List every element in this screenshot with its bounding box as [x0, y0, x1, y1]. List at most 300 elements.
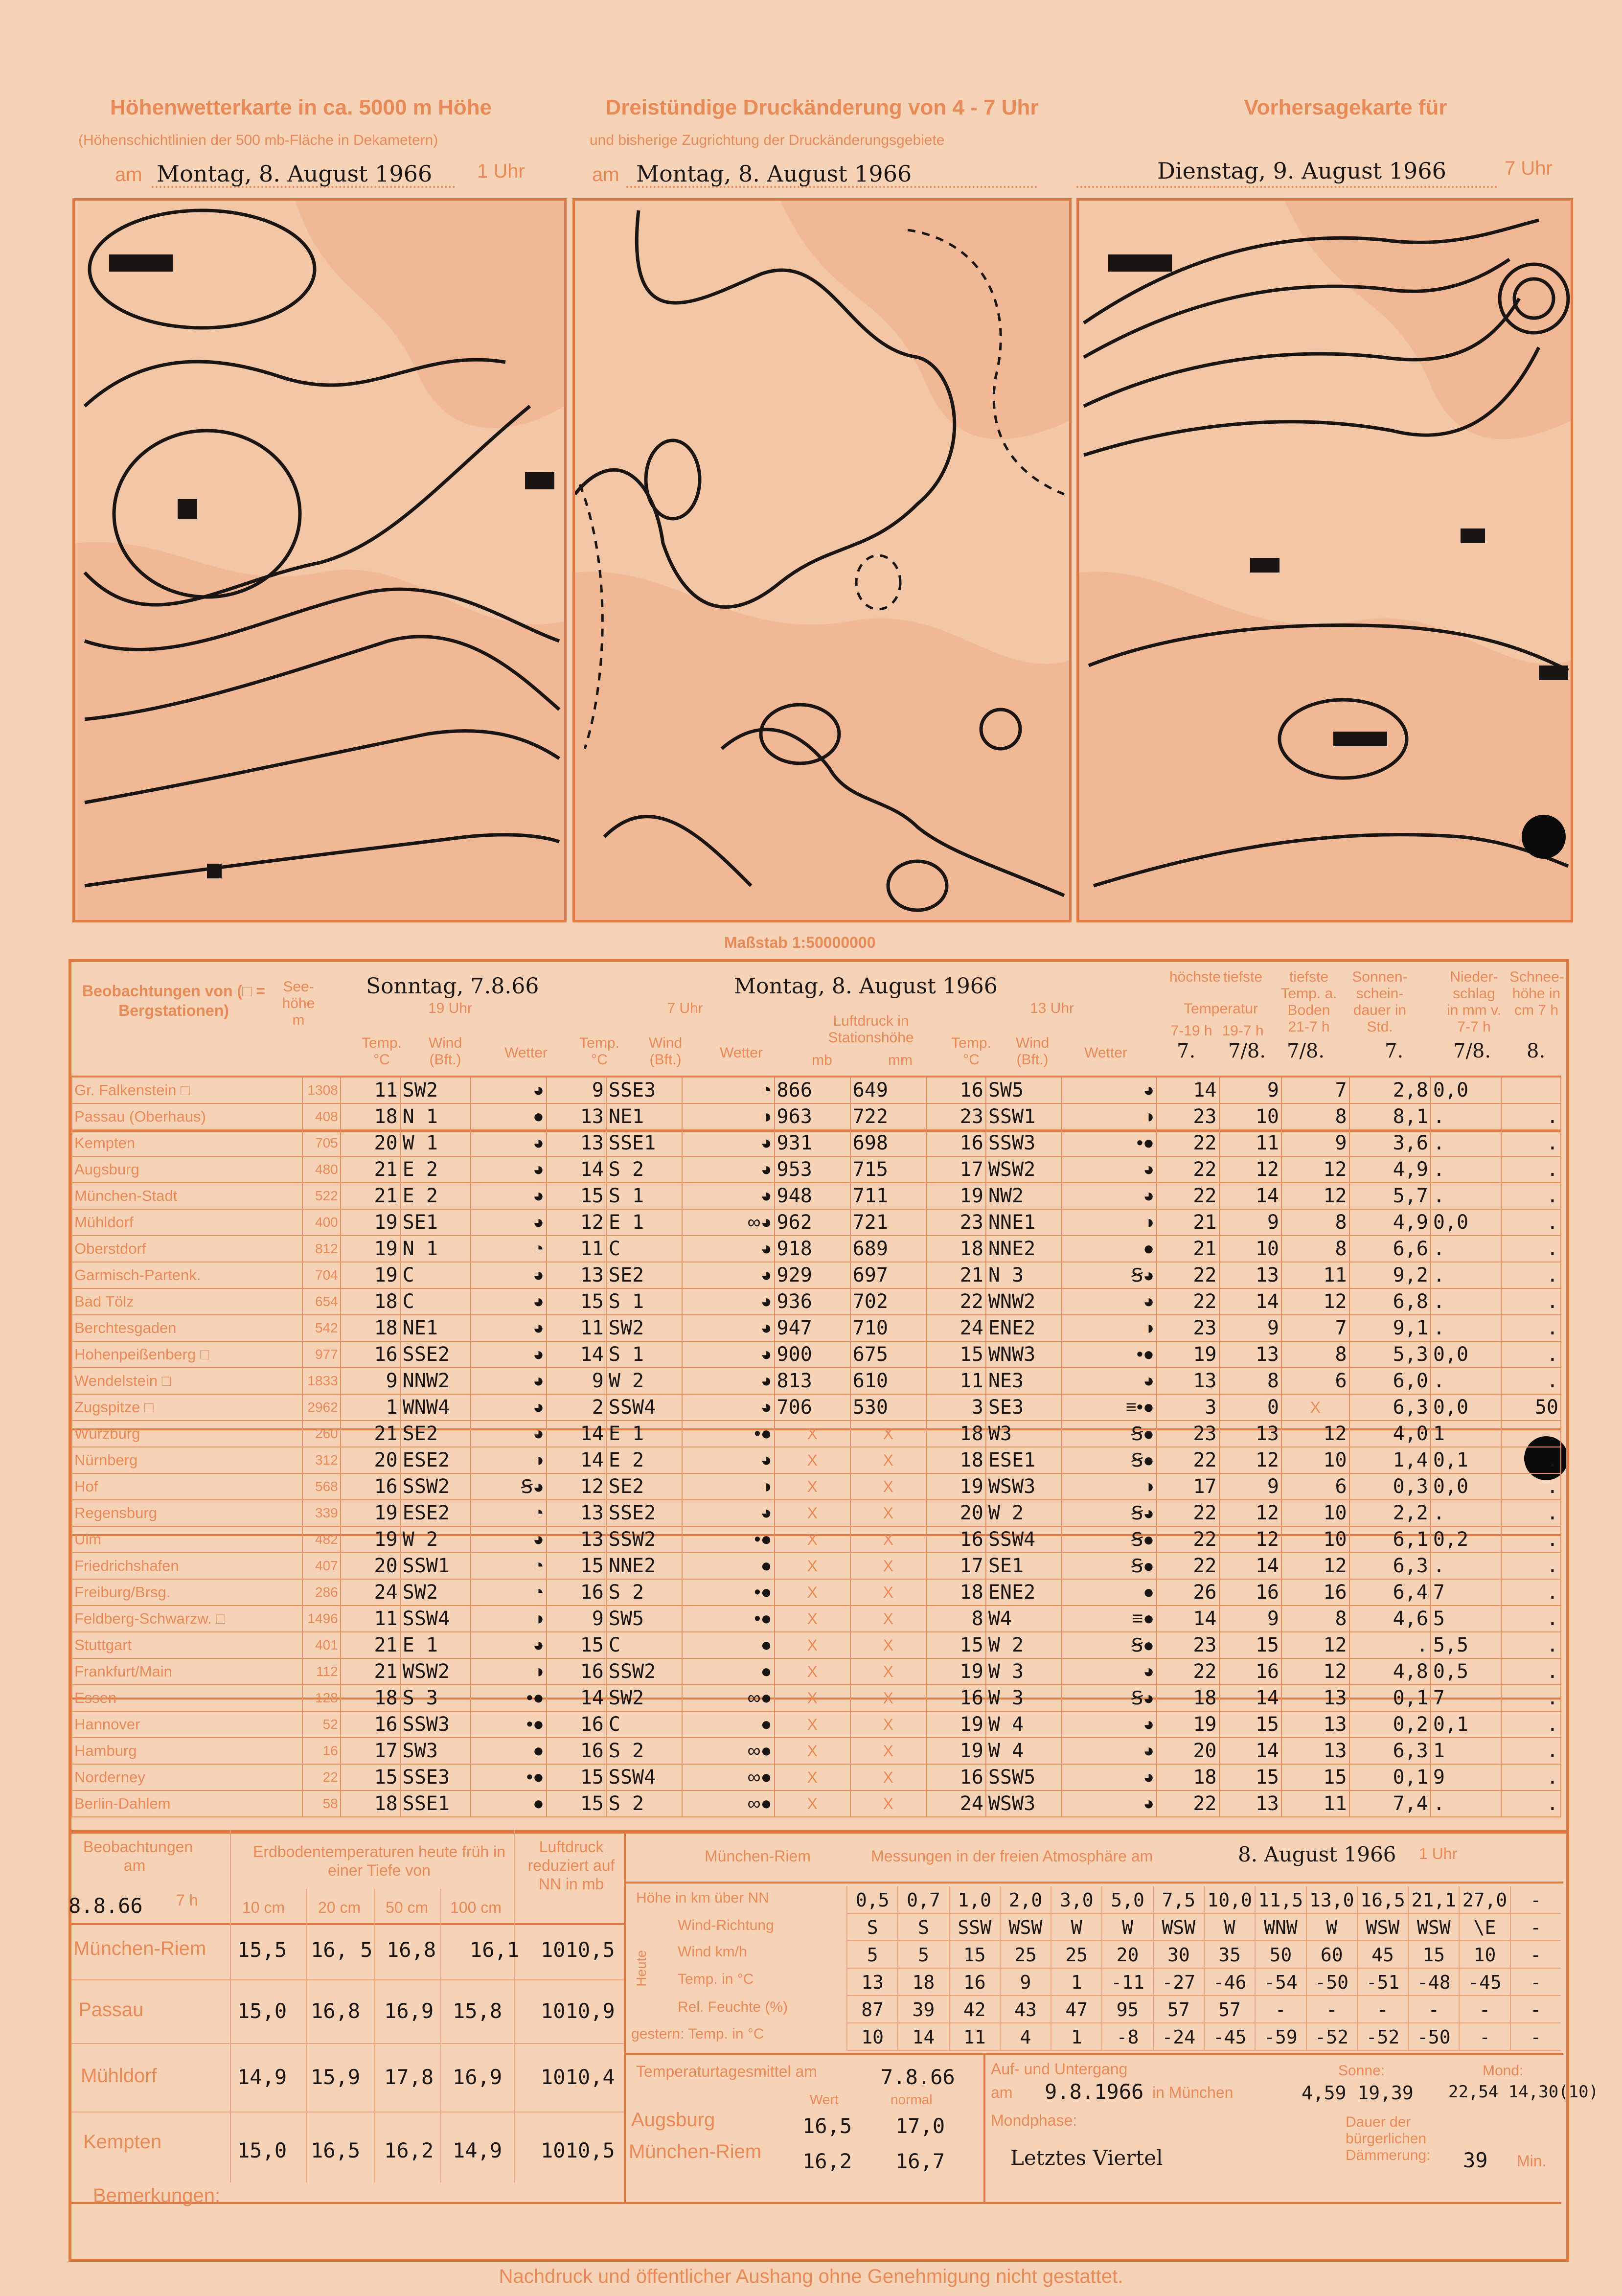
aloft-cell-temp: -: [1510, 1969, 1561, 1996]
station-name: Hannover: [72, 1711, 302, 1738]
station-t7: 13: [547, 1262, 606, 1288]
station-wx7: ∞●: [682, 1738, 774, 1764]
wetter13-header: Wetter: [1084, 1045, 1127, 1061]
aloft-cell-temp: 18: [897, 1969, 948, 1996]
station-t19: 21: [341, 1632, 400, 1658]
aloft-cell-feuchte: 42: [949, 1996, 1000, 2023]
station-rr: .: [1431, 1553, 1501, 1579]
station-mb: 962: [775, 1209, 850, 1236]
station-t13: 19: [926, 1658, 986, 1685]
station-sun: 6,4: [1349, 1579, 1431, 1606]
station-mm: 722: [850, 1103, 926, 1130]
station-mb: X: [775, 1606, 850, 1632]
station-w13: W 3: [986, 1685, 1062, 1711]
station-t13: 23: [926, 1209, 986, 1236]
station-row: [72, 1632, 1561, 1658]
station-tmin: 15: [1219, 1711, 1281, 1738]
station-w7: W 2: [606, 1368, 682, 1394]
station-tb: 6: [1281, 1368, 1349, 1394]
station-w13: SE3: [986, 1394, 1062, 1421]
station-name: Ulm: [72, 1526, 302, 1553]
soil-col-0: [230, 1830, 231, 2182]
station-mm: X: [850, 1526, 926, 1553]
station-wx19: ◑: [471, 1658, 547, 1685]
station-tb: 8: [1281, 1606, 1349, 1632]
station-rr: 7: [1431, 1685, 1501, 1711]
station-t19: 11: [341, 1606, 400, 1632]
station-tmax: 22: [1157, 1183, 1219, 1209]
station-wx7: ◕: [682, 1262, 774, 1288]
temperatur-header: Temperatur: [1184, 1001, 1258, 1017]
station-mm: X: [850, 1738, 926, 1764]
station-tmax: 19: [1157, 1341, 1219, 1368]
aloft-cell-gestern: 11: [949, 2023, 1000, 2051]
station-row: [72, 1394, 1561, 1421]
upper-air-map-svg: [75, 201, 564, 920]
niederschlag-header: Nieder- schlag in mm v. 7-7 h: [1446, 969, 1502, 1035]
station-name: Augsburg: [72, 1156, 302, 1183]
station-wx13: Ꞩ●: [1062, 1526, 1157, 1553]
station-wx19: ◕: [471, 1632, 547, 1658]
station-mb: 953: [775, 1156, 850, 1183]
station-wx19: ◕: [471, 1394, 547, 1421]
aloft-cell-wind: 20: [1101, 1941, 1152, 1969]
station-t13: 3: [926, 1394, 986, 1421]
aloft-cell-feuchte: -: [1255, 1996, 1305, 2023]
station-w7: S 2: [606, 1791, 682, 1817]
station-wx19: ◔: [471, 1553, 547, 1579]
station-t7: 14: [547, 1685, 606, 1711]
station-row: [72, 1685, 1561, 1711]
station-t7: 14: [547, 1341, 606, 1368]
station-w13: NE3: [986, 1368, 1062, 1394]
station-name: Bad Tölz: [72, 1288, 302, 1315]
station-row: [72, 1262, 1561, 1288]
aloft-cell-dir: W: [1051, 1914, 1101, 1941]
station-t7: 9: [547, 1368, 606, 1394]
aloft-station: München-Riem: [705, 1847, 811, 1865]
station-sun: 0,1: [1349, 1764, 1431, 1791]
station-wx19: ◕: [471, 1368, 547, 1394]
station-w19: SSW4: [400, 1606, 471, 1632]
aloft-cell-dir: S: [897, 1914, 948, 1941]
station-wx13: Ꞩ◕: [1062, 1262, 1157, 1288]
station-name: Oberstdorf: [72, 1236, 302, 1262]
station-sn: .: [1501, 1685, 1561, 1711]
station-name: Frankfurt/Main: [72, 1658, 302, 1685]
aloft-cell-heights: 3,0: [1051, 1886, 1101, 1914]
station-name: Nürnberg: [72, 1447, 302, 1473]
station-wx7: ∞●: [682, 1791, 774, 1817]
station-name: Stuttgart: [72, 1632, 302, 1658]
station-t13: 16: [926, 1685, 986, 1711]
station-w19: SSW1: [400, 1553, 471, 1579]
aloft-cell-dir: \E: [1459, 1914, 1509, 1941]
aloft-cell-gestern: 1: [1051, 2023, 1101, 2051]
station-mm: X: [850, 1764, 926, 1791]
station-wx19: ◑: [471, 1447, 547, 1473]
station-t19: 21: [341, 1156, 400, 1183]
station-row: [72, 1658, 1561, 1685]
aloft-cell-feuchte: -: [1459, 1996, 1509, 2023]
station-h: 400: [302, 1209, 341, 1236]
station-name: Zugspitze □: [72, 1394, 302, 1421]
aloft-cell-feuchte: -: [1306, 1996, 1357, 2023]
station-w13: WNW3: [986, 1341, 1062, 1368]
aloft-cell-feuchte: 39: [897, 1996, 948, 2023]
tiefste-header: tiefste: [1223, 969, 1263, 985]
tagesmittel-wert-value: 16,2: [802, 2149, 852, 2173]
mondphase-label: Mondphase:: [991, 2112, 1077, 2129]
tagesmittel-normal-value: 16,7: [895, 2149, 945, 2173]
station-tb: 10: [1281, 1526, 1349, 1553]
col-seehoehe-header: See- höhe m: [282, 979, 315, 1028]
station-wx19: ◔: [471, 1579, 547, 1606]
wind13-header: Wind (Bft.): [1015, 1035, 1050, 1068]
station-wx13: ◕: [1062, 1658, 1157, 1685]
station-name: Freiburg/Brsg.: [72, 1579, 302, 1606]
col-station-header: Beobachtungen von (□ = Bergstationen): [82, 982, 265, 1019]
station-mm: X: [850, 1421, 926, 1447]
station-mm: X: [850, 1553, 926, 1579]
aloft-cell-heights: 0,5: [846, 1886, 897, 1914]
station-wx13: Ꞩ●: [1062, 1447, 1157, 1473]
soil-rule-1: [71, 1979, 624, 1980]
station-wx19: ●: [471, 1103, 547, 1130]
aloft-cell-heights: 5,0: [1101, 1886, 1152, 1914]
aloft-cell-heights: 16,5: [1357, 1886, 1408, 1914]
station-wx19: ◔: [471, 1500, 547, 1526]
sonne-times: 4,59 19,39: [1302, 2082, 1414, 2104]
soil-row-name: Passau: [78, 1999, 144, 2020]
station-mb: 706: [775, 1394, 850, 1421]
am-label-2: am: [592, 164, 619, 185]
station-w19: C: [400, 1262, 471, 1288]
station-w19: SW2: [400, 1579, 471, 1606]
station-tb: 12: [1281, 1632, 1349, 1658]
station-t13: 24: [926, 1791, 986, 1817]
station-h: 1833: [302, 1368, 341, 1394]
aloft-cell-dir: S: [846, 1914, 897, 1941]
station-row: [72, 1711, 1561, 1738]
station-name: Norderney: [72, 1764, 302, 1791]
station-wx13: ≡•●: [1062, 1394, 1157, 1421]
station-tmin: 9: [1219, 1077, 1281, 1103]
station-w19: SW3: [400, 1738, 471, 1764]
station-sn: .: [1501, 1579, 1561, 1606]
aloft-cell-dir: W: [1306, 1914, 1357, 1941]
station-sn: .: [1501, 1526, 1561, 1553]
station-wx19: •●: [471, 1764, 547, 1791]
station-rr: 0,0: [1431, 1077, 1501, 1103]
aloft-cell-feuchte: 87: [846, 1996, 897, 2023]
station-wx13: Ꞩ◕: [1062, 1500, 1157, 1526]
station-mb: X: [775, 1711, 850, 1738]
station-tb: 16: [1281, 1579, 1349, 1606]
station-w19: SE2: [400, 1421, 471, 1447]
station-tmin: 9: [1219, 1209, 1281, 1236]
station-w13: W 4: [986, 1738, 1062, 1764]
aloft-cell-gestern: -45: [1204, 2023, 1255, 2051]
date-tmax: 7.: [1177, 1040, 1196, 1062]
station-w7: SSW2: [606, 1526, 682, 1553]
station-w13: NNE1: [986, 1209, 1062, 1236]
station-tmax: 14: [1157, 1077, 1219, 1103]
station-rr: 0,2: [1431, 1526, 1501, 1553]
station-w19: E 2: [400, 1183, 471, 1209]
station-t7: 13: [547, 1526, 606, 1553]
soil-value: 15,0: [237, 2138, 287, 2162]
tagesmittel-normal: normal: [891, 2092, 933, 2107]
station-h: 260: [302, 1421, 341, 1447]
station-tb: 11: [1281, 1262, 1349, 1288]
time-map1: 1 Uhr: [477, 161, 525, 182]
wind19-header: Wind (Bft.): [428, 1035, 462, 1068]
station-tmax: 23: [1157, 1421, 1219, 1447]
station-t7: 15: [547, 1791, 606, 1817]
station-rr: .: [1431, 1368, 1501, 1394]
station-tmin: 16: [1219, 1658, 1281, 1685]
station-row: [72, 1341, 1561, 1368]
station-sun: 6,8: [1349, 1288, 1431, 1315]
station-h: 1496: [302, 1606, 341, 1632]
station-name: Regensburg: [72, 1500, 302, 1526]
station-wx13: ≡●: [1062, 1606, 1157, 1632]
station-sun: 4,8: [1349, 1658, 1431, 1685]
station-tmax: 20: [1157, 1738, 1219, 1764]
station-name: Passau (Oberhaus): [72, 1103, 302, 1130]
temp7-header: Temp. °C: [579, 1035, 619, 1068]
station-tmin: 15: [1219, 1632, 1281, 1658]
station-t19: 18: [341, 1288, 400, 1315]
station-h: 16: [302, 1738, 341, 1764]
station-tb: 13: [1281, 1685, 1349, 1711]
station-wx13: ●: [1062, 1236, 1157, 1262]
station-wx19: ◕: [471, 1077, 547, 1103]
upper-air-map: [72, 198, 567, 922]
station-w19: NNW2: [400, 1368, 471, 1394]
station-name: Berchtesgaden: [72, 1315, 302, 1341]
station-mb: X: [775, 1632, 850, 1658]
soil-value: 17,8: [384, 2065, 434, 2089]
station-sn: .: [1501, 1315, 1561, 1341]
station-w19: W 1: [400, 1130, 471, 1156]
station-wx13: ◑: [1062, 1473, 1157, 1500]
station-tmax: 22: [1157, 1262, 1219, 1288]
aloft-cell-wind: 5: [897, 1941, 948, 1969]
station-mm: 711: [850, 1183, 926, 1209]
soil-title: Erdbodentemperaturen heute früh in einer Tiefe von: [253, 1843, 505, 1879]
station-rr: .: [1431, 1315, 1501, 1341]
station-mm: X: [850, 1606, 926, 1632]
station-tb: X: [1281, 1394, 1349, 1421]
aloft-cell-heights: 7,5: [1153, 1886, 1204, 1914]
station-row: [72, 1315, 1561, 1341]
soil-value: 15,8: [453, 1999, 503, 2023]
station-sn: .: [1501, 1738, 1561, 1764]
aloft-feuchte-label: Rel. Feuchte (%): [678, 1999, 788, 2015]
station-t19: 18: [341, 1791, 400, 1817]
date-schnee: 8.: [1527, 1040, 1546, 1062]
aloft-cell-temp: 13: [846, 1969, 897, 1996]
station-tmin: 12: [1219, 1447, 1281, 1473]
station-wx19: Ꞩ◕: [471, 1473, 547, 1500]
t-range2: 19-7 h: [1222, 1023, 1264, 1039]
station-t13: 19: [926, 1473, 986, 1500]
station-t19: 17: [341, 1738, 400, 1764]
station-w13: NW2: [986, 1183, 1062, 1209]
station-wx19: ◕: [471, 1526, 547, 1553]
sonne-label: Sonne:: [1338, 2063, 1385, 2079]
station-tb: 11: [1281, 1791, 1349, 1817]
station-sun: 1,4: [1349, 1447, 1431, 1473]
station-row: [72, 1526, 1561, 1553]
station-tmin: 8: [1219, 1368, 1281, 1394]
station-t19: 21: [341, 1421, 400, 1447]
station-t19: 16: [341, 1711, 400, 1738]
aloft-cell-dir: W: [1204, 1914, 1255, 1941]
soil-row-name: Mühldorf: [81, 2065, 157, 2087]
station-row: [72, 1368, 1561, 1394]
forecast-map-svg: [1079, 201, 1571, 920]
aloft-cell-feuchte: 95: [1101, 1996, 1152, 2023]
station-tmax: 3: [1157, 1394, 1219, 1421]
aloft-cell-temp: 1: [1051, 1969, 1101, 1996]
station-w19: N 1: [400, 1236, 471, 1262]
station-mm: 721: [850, 1209, 926, 1236]
aloft-cell-heights: 10,0: [1204, 1886, 1255, 1914]
station-tmin: 9: [1219, 1473, 1281, 1500]
station-t19: 21: [341, 1183, 400, 1209]
station-h: 705: [302, 1130, 341, 1156]
aloft-cell-wind: 35: [1204, 1941, 1255, 1969]
station-name: Hamburg: [72, 1738, 302, 1764]
map1-title: Höhenwetterkarte in ca. 5000 m Höhe: [110, 95, 492, 119]
station-t13: 16: [926, 1526, 986, 1553]
daemmerung-value: 39: [1463, 2148, 1488, 2172]
station-h: 128: [302, 1685, 341, 1711]
station-rr: 0,0: [1431, 1473, 1501, 1500]
station-sun: 6,0: [1349, 1368, 1431, 1394]
tagesmittel-row-name: Augsburg: [631, 2109, 715, 2131]
station-rr: 5: [1431, 1606, 1501, 1632]
station-tmin: 12: [1219, 1526, 1281, 1553]
station-tmin: 15: [1219, 1764, 1281, 1791]
map2-title: Dreistündige Druckänderung von 4 - 7 Uhr: [605, 95, 1039, 119]
observation-table: [71, 1077, 1561, 1817]
am-label-1: am: [115, 164, 142, 185]
station-t13: 18: [926, 1421, 986, 1447]
station-t13: 24: [926, 1315, 986, 1341]
station-tmax: 14: [1157, 1606, 1219, 1632]
station-w7: C: [606, 1632, 682, 1658]
station-tb: 12: [1281, 1156, 1349, 1183]
station-name: Berlin-Dahlem: [72, 1791, 302, 1817]
station-rr: 0,0: [1431, 1394, 1501, 1421]
station-mb: X: [775, 1473, 850, 1500]
station-h: 2962: [302, 1394, 341, 1421]
station-sn: .: [1501, 1262, 1561, 1288]
station-name: Hof: [72, 1473, 302, 1500]
station-rr: .: [1431, 1500, 1501, 1526]
station-name: Gr. Falkenstein □: [72, 1077, 302, 1103]
station-w7: SSE2: [606, 1500, 682, 1526]
station-sun: 6,3: [1349, 1394, 1431, 1421]
station-t7: 15: [547, 1553, 606, 1579]
station-wx13: ◕: [1062, 1368, 1157, 1394]
soil-value: 15,5: [237, 1938, 287, 1962]
station-w7: SSW4: [606, 1764, 682, 1791]
tagesmittel-date: 7.8.66: [881, 2065, 955, 2089]
sun-am: am: [991, 2084, 1013, 2101]
aloft-cell-gestern: 10: [846, 2023, 897, 2051]
station-sun: 5,7: [1349, 1183, 1431, 1209]
station-sun: 8,1: [1349, 1103, 1431, 1130]
station-w13: SW5: [986, 1077, 1062, 1103]
station-sn: [1501, 1077, 1561, 1103]
station-tmin: 14: [1219, 1553, 1281, 1579]
soil-depth-50: 50 cm: [386, 1899, 429, 1916]
station-h: 58: [302, 1791, 341, 1817]
aloft-cell-wind: 30: [1153, 1941, 1204, 1969]
station-w13: W 3: [986, 1658, 1062, 1685]
aloft-cell-dir: WSW: [1153, 1914, 1204, 1941]
station-row: [72, 1473, 1561, 1500]
time-map3: 7 Uhr: [1505, 158, 1553, 179]
station-sn: 50: [1501, 1394, 1561, 1421]
station-row: [72, 1447, 1561, 1473]
sonnenschein-header: Sonnen- schein- dauer in Std.: [1352, 969, 1408, 1035]
aloft-cell-heights: 27,0: [1459, 1886, 1509, 1914]
aloft-cell-heights: 11,5: [1255, 1886, 1305, 1914]
station-w13: W 2: [986, 1632, 1062, 1658]
station-t19: 16: [341, 1341, 400, 1368]
station-t7: 13: [547, 1500, 606, 1526]
station-t19: 19: [341, 1236, 400, 1262]
station-row: [72, 1764, 1561, 1791]
station-wx19: ◕: [471, 1421, 547, 1447]
station-h: 977: [302, 1341, 341, 1368]
station-wx7: ◕: [682, 1447, 774, 1473]
station-sn: .: [1501, 1764, 1561, 1791]
station-w7: C: [606, 1711, 682, 1738]
tagesmittel-divider: [983, 2053, 985, 2202]
station-wx7: ◕: [682, 1368, 774, 1394]
aloft-cell-temp: -46: [1204, 1969, 1255, 1996]
sonntag-time: 19 Uhr: [428, 1000, 473, 1016]
station-wx13: ◑: [1062, 1103, 1157, 1130]
station-mb: X: [775, 1447, 850, 1473]
station-wx7: ●: [682, 1632, 774, 1658]
station-h: 407: [302, 1553, 341, 1579]
station-sn: .: [1501, 1606, 1561, 1632]
station-sun: 0,2: [1349, 1711, 1431, 1738]
station-rr: 0,0: [1431, 1341, 1501, 1368]
station-w19: N 1: [400, 1103, 471, 1130]
station-tmin: 13: [1219, 1421, 1281, 1447]
station-w13: WSW2: [986, 1156, 1062, 1183]
station-t7: 11: [547, 1236, 606, 1262]
station-tb: 8: [1281, 1341, 1349, 1368]
aloft-gestern-label: gestern: Temp. in °C: [631, 2026, 764, 2042]
station-w7: SE2: [606, 1473, 682, 1500]
station-h: 408: [302, 1103, 341, 1130]
temp13-header: Temp. °C: [951, 1035, 991, 1068]
station-w13: W 2: [986, 1500, 1062, 1526]
station-w7: S 1: [606, 1341, 682, 1368]
station-rr: .: [1431, 1156, 1501, 1183]
station-rr: 0,0: [1431, 1209, 1501, 1236]
